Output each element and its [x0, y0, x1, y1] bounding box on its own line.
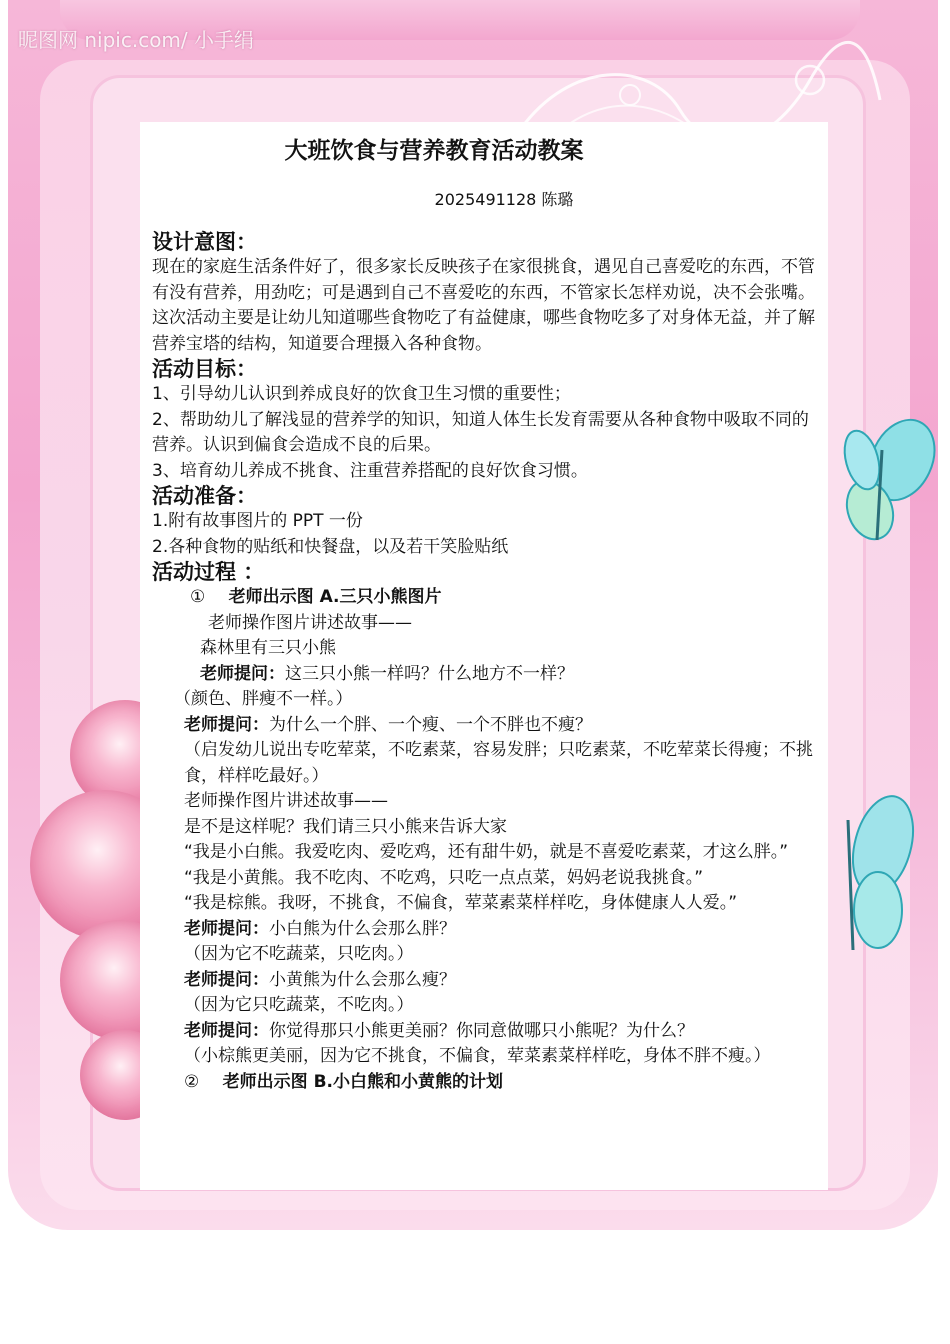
process-line: 森林里有三只小熊 [200, 638, 336, 658]
section-heading-process: 活动过程 ： [152, 560, 265, 584]
section-heading-goals: 活动目标： [152, 357, 257, 381]
teacher-question [152, 1019, 820, 1045]
question-text: 小白熊为什么会那么胖？ [269, 918, 456, 939]
butterfly-icon [828, 790, 943, 960]
process-line: 老师操作图片讲述故事—— [184, 791, 388, 811]
section-heading-design: 设计意图： [152, 230, 257, 254]
document-title: 大班饮食与营养教育活动教案 [284, 138, 584, 164]
answer-text: （颜色、胖瘦不一样。） [174, 689, 353, 709]
prep-item: 1.附有故事图片的 PPT 一份 [152, 511, 363, 531]
process-step-1 [152, 585, 820, 611]
process-line: 是不是这样呢？我们请三只小熊来告诉大家 [184, 816, 507, 837]
document-body [152, 230, 820, 1095]
answer-text: （启发幼儿说出专吃荤菜，不吃素菜，容易发胖；只吃素菜，不吃荤菜长得瘦；不挑食，样样吃最好。） [184, 740, 813, 786]
question-label: 老师提问： [184, 1020, 269, 1041]
question-label: 老师提问： [200, 663, 285, 684]
butterfly-icon [832, 410, 942, 560]
teacher-question [152, 662, 820, 688]
step-title-b: 小白熊和小黄熊的计划 [333, 1071, 503, 1092]
bear-speech: “我是棕熊。我呀，不挑食，不偏食，荤菜素菜样样吃，身体健康人人爱。” [184, 893, 738, 913]
question-text: 你觉得那只小熊更美丽？你同意做哪只小熊呢？为什么？ [269, 1020, 694, 1041]
goal-item: 1、引导幼儿认识到养成良好的饮食卫生习惯的重要性； [152, 384, 571, 404]
prep-item: 2.各种食物的贴纸和快餐盘，以及若干笑脸贴纸 [152, 536, 509, 557]
teacher-question [152, 968, 820, 994]
answer-text: （小棕熊更美丽，因为它不挑食，不偏食，荤菜素菜样样吃，身体不胖不瘦。） [184, 1046, 771, 1066]
answer-text: （因为它只吃蔬菜，不吃肉。） [184, 995, 414, 1015]
teacher-question [152, 917, 820, 943]
bear-speech: “我是小白熊。我爱吃肉、爱吃鸡，还有甜牛奶，就是不喜爱吃素菜，才这么胖。” [184, 842, 789, 862]
section-heading-prep: 活动准备： [152, 484, 257, 508]
goal-item: 2、帮助幼儿了解浅显的营养学的知识，知道人体生长发育需要从各种食物中吸取不同的营养。认识到偏食会造成不良的后果。 [152, 409, 809, 455]
teacher-question [152, 713, 820, 739]
question-text: 这三只小熊一样吗？什么地方不一样？ [285, 663, 574, 684]
step-title: 老师出示图 A.三只小熊图片 [228, 587, 442, 607]
question-label: 老师提问： [184, 969, 269, 990]
question-label: 老师提问： [184, 918, 269, 939]
design-paragraph: 现在的家庭生活条件好了，很多家长反映孩子在家很挑食，遇见自己喜爱吃的东西，不管有没有营养，用劲吃；可是遇到自己不喜爱吃的东西，不管家长怎样劝说，决不会张嘴。这次活动主要是让幼儿知道哪些食物吃了有益健康，哪些食物吃多了对身体无益，并了解营养宝塔的结构，知道要合理摄入各种食物。 [152, 257, 815, 354]
watermark: 昵图网 nipic.com/ 小手绢 [18, 28, 255, 52]
step-title-a: 老师出示图 B. [222, 1071, 333, 1092]
step-number: ② [184, 1071, 200, 1092]
answer-text: （因为它不吃蔬菜，只吃肉。） [184, 944, 414, 964]
bear-speech: “我是小黄熊。我不吃肉、不吃鸡，只吃一点点菜，妈妈老说我挑食。” [184, 867, 704, 888]
step-number: ① [190, 587, 206, 607]
process-step-2 [152, 1070, 820, 1096]
process-line: 老师操作图片讲述故事—— [208, 612, 412, 633]
question-label: 老师提问： [184, 714, 269, 735]
question-text: 小黄熊为什么会那么瘦？ [269, 969, 456, 990]
question-text: 为什么一个胖、一个瘦、一个不胖也不瘦？ [269, 714, 592, 735]
goal-item: 3、培育幼儿养成不挑食、注重营养搭配的良好饮食习惯。 [152, 460, 588, 481]
document-author: 2025491128 陈璐 [434, 190, 574, 209]
